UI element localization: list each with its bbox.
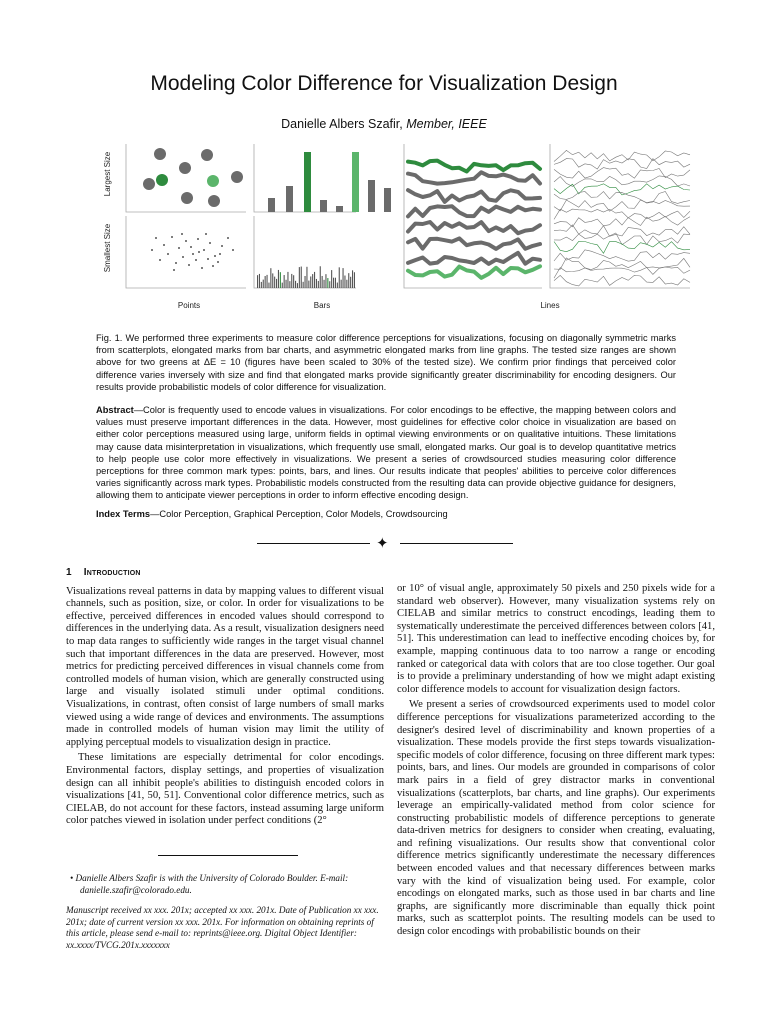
large-bar [336, 206, 343, 212]
small-bar [276, 279, 277, 288]
large-point [208, 195, 220, 207]
small-bar [344, 276, 345, 288]
thin-line [554, 176, 690, 187]
thin-line [554, 241, 690, 253]
small-bar [297, 283, 298, 288]
author-footnote: • Danielle Albers Szafir is with the University of Colorado Boulder. E-mail: danielle.szafir@colorado.edu. [70, 873, 349, 895]
small-bar [316, 279, 317, 288]
small-bar [335, 278, 336, 288]
thin-line [554, 209, 690, 219]
small-bar [280, 272, 281, 288]
small-bar [320, 266, 321, 288]
small-bar [310, 276, 311, 288]
small-bar [272, 273, 273, 288]
lines-smallest-panel [554, 150, 690, 286]
thick-line [408, 253, 540, 264]
thin-line [554, 233, 690, 245]
manuscript-footnote: Manuscript received xx xxx. 201x; accepted xx xxx. 201x. Date of Publication xx xxx. 201x; date of current version xx xxx. 201x. For information on obtaining reprints of this article, please send e-mail to: reprints@ieee.org. Digital Object Identifier: xx.xxxx/TVCG.201x.xxxxxxx [66, 905, 379, 950]
small-bar [286, 280, 287, 288]
small-bar [327, 278, 328, 288]
small-bar [329, 281, 330, 288]
small-bar [291, 274, 292, 288]
paragraph: These limitations are especially detrimental for color encodings. Environmental factors, display settings, and properties of visualization design can all inhibit people's abilities to distinguish encoded colors in visualizations [41, 50, 51]. Conventional color difference metrics, such as CIELAB, do not account for these factors, instead assuming large uniform color patches viewed in isolation under perfect conditions (2° [66, 752, 384, 827]
small-bar [346, 280, 347, 288]
small-bar [274, 277, 275, 288]
small-bar [308, 281, 309, 288]
column-label-bars: Bars [313, 301, 331, 310]
small-bar [259, 274, 260, 288]
index-terms-text: —Color Perception, Graphical Perception, Color Models, Crowdsourcing [150, 509, 448, 519]
small-bar [265, 276, 266, 288]
small-bar [325, 274, 326, 288]
large-point [154, 148, 166, 160]
small-bar [348, 273, 349, 288]
small-bar [295, 281, 296, 288]
small-bar [333, 278, 334, 288]
section-title: Introduction [83, 567, 141, 578]
large-bar-green [352, 152, 359, 212]
small-bar [278, 270, 279, 288]
left-column [66, 567, 384, 828]
small-bar [337, 283, 338, 288]
small-bar [299, 267, 300, 288]
small-bar [331, 270, 332, 288]
thin-line [554, 275, 690, 286]
column-label-lines: Lines [540, 301, 560, 310]
small-bar [284, 275, 285, 288]
small-bar [257, 275, 258, 288]
thin-line [554, 250, 690, 261]
thick-line [408, 190, 540, 202]
thin-line [554, 267, 690, 278]
lines-largest-panel [408, 161, 540, 278]
right-column [397, 583, 715, 939]
abstract-label: Abstract [96, 405, 134, 415]
small-bar [312, 274, 313, 288]
paper-title: Modeling Color Difference for Visualization Design [150, 72, 618, 95]
small-bar [303, 282, 304, 288]
thick-line [408, 238, 540, 249]
thick-line [408, 206, 540, 216]
small-bar [314, 272, 315, 288]
paragraph: We present a series of crowdsourced experiments used to model color difference perceptions for visualizations parameterized according to the designer's desired level of discriminability and known properties of a visualization. These models provide the first steps towards visualization-specific models of color difference, focusing on three different mark types: points, bars, and lines. Our models are grounded in comparisons of color mark pairs in a field of grey distractor marks in conventional visualizations (scatterplots, bar charts, and line graphs). Our experiments leverage an empirically-validated method from color science for constructing probabilistic models of difference perceptions to generate data-driven metrics for designers to consider when creating, evaluating, and refining visualizations. Our results show that conventional color difference metrics significantly underestimate the necessary differences between encoded values and that necessary differences between marks vary with the kind of visualization being used. For example, color encodings on elongated marks, such as those used in bar charts and line graphs, are significantly more discriminable than equally thick point marks, such as scatterplot points. The resulting models can be used to design color encodings with probabilistic bounds on their [397, 699, 715, 938]
author-role: Member, IEEE [406, 117, 487, 131]
small-bar [270, 268, 271, 288]
small-bar [322, 276, 323, 288]
small-bar [261, 282, 262, 288]
teaser-figure [94, 142, 694, 314]
small-bar [267, 275, 268, 288]
thin-line [554, 150, 690, 161]
row-label-smallest: Smallest Size [103, 223, 112, 273]
abstract-text: —Color is frequently used to encode values in visualizations. For color encodings to be effective, the mapping between colors and values must preserve important differences in the data. However, most guidelines for effective color choice in visualization are based on either color perceptions measured using large, uniform fields in optimal viewing environments or on qualitative intuitions. These limitations may cause data misinterpretation in visualizations, which frequently use small, elongated marks. Our goal is to develop quantitative metrics to help people use color more effectively in visualizations. We present a series of crowdsourced studies measuring color difference perceptions for three common mark types: points, bars, and lines. Our results indicate that peoples' abilities to perceive color differences varies significantly across mark types. Probabilistic models constructed from the resulting data can provide objective guidance for designers, allowing them to anticipate viewer perceptions in order to inform effective encoding design. [96, 405, 676, 501]
large-point [201, 149, 213, 161]
large-point [231, 171, 243, 183]
large-bar [384, 188, 391, 212]
small-bar [324, 280, 325, 288]
large-point-green [207, 175, 219, 187]
bars-smallest-panel [257, 266, 355, 288]
large-bar [286, 186, 293, 212]
small-bar [301, 267, 302, 288]
large-point-green [156, 174, 168, 186]
thick-line [408, 222, 540, 233]
thin-line [554, 216, 690, 226]
paragraph: or 10° of visual angle, approximately 50 pixels and 250 pixels wide for a standard web observer). However, many visualization systems rely on CIELAB and similar metrics to construct encodings, leading them to systematically underestimate the perceived differences between colors [41, 51]. This underestimation can lead to ineffective encoding choices by, for example, mapping continuous data to too narrow a range or encoding ranked or categorical data with colors that are too close together. Our goal is to provide a preliminary understanding of how we might adapt existing color difference models to account for visualization design factors. [397, 583, 715, 695]
small-bar [293, 275, 294, 288]
small-bar [268, 283, 269, 288]
small-bar [263, 280, 264, 288]
bars-largest-panel [268, 152, 391, 212]
small-bar [350, 277, 351, 288]
small-bar [339, 267, 340, 288]
small-bar [352, 270, 353, 288]
small-bar [341, 280, 342, 288]
thin-line [554, 225, 690, 236]
small-bar [306, 267, 307, 288]
thick-line [408, 161, 540, 172]
thick-line [408, 172, 540, 183]
column-label-points: Points [177, 301, 201, 310]
large-point [181, 192, 193, 204]
large-bar [368, 180, 375, 212]
large-point [179, 162, 191, 174]
small-bar [354, 272, 355, 288]
index-terms [96, 508, 676, 520]
small-bar [282, 283, 283, 288]
section-heading [66, 567, 384, 580]
footnote-rule [158, 855, 298, 856]
small-bar [287, 272, 288, 288]
large-bar [320, 200, 327, 212]
paragraph: Visualizations reveal patterns in data by mapping values to different visual channels, such as position, size, or color. In order for visualizations to be effective, perceived differences in encoded values should correspond to differences in the underlying data. As a result, visualization designers need to map data ranges to sufficiently wide ranges in the target visual channel such that important differences in the data are preserved. However, most metrics for predicting perceived differences in visual channels come from controlled models of human vision, which are generally constructed using large and visually isolated stimuli under optimal conditions. Visualizations, in contrast, often consist of large numbers of small marks viewed using a wide range of devices and environments. The assumptions made in controlled models of human vision may limit the utility of applying perceptual models to visualization design in practice. [66, 585, 384, 748]
row-label-largest: Largest Size [103, 151, 112, 197]
small-bar [305, 276, 306, 288]
small-bar [289, 281, 290, 288]
small-bar [318, 281, 319, 288]
large-bar-green [304, 152, 311, 212]
points-largest-panel [143, 148, 243, 207]
small-bar [343, 268, 344, 288]
large-point [143, 178, 155, 190]
section-number: 1 [66, 567, 72, 578]
index-terms-label: Index Terms [96, 509, 151, 519]
footnotes [66, 873, 384, 960]
abstract [96, 404, 676, 502]
divider-star-icon: ✦ [376, 534, 389, 552]
author-name: Danielle Albers Szafir, [281, 117, 403, 131]
thin-line [554, 168, 690, 179]
points-smallest-panel [151, 233, 234, 271]
thick-line [408, 266, 540, 278]
section-divider [257, 535, 513, 551]
figure-caption: Fig. 1. We performed three experiments to measure color difference perceptions for visualizations, focusing on diagonally symmetric marks from scatterplots, elongated marks from bar charts, and asymmetric elongated marks from line graphs. The tested size ranges are shown above for two greens at ΔE = 10 (figures have been scaled to 30% of the tested size). We confirm prior findings that perceived color difference varies inversely with size and find that elongated marks provide significantly greater discriminability for encoding designers. Our results provide probabilistic models of color difference for visualization. [96, 333, 676, 392]
author-line [0, 117, 768, 131]
large-bar [268, 198, 275, 212]
thin-line [554, 159, 690, 170]
